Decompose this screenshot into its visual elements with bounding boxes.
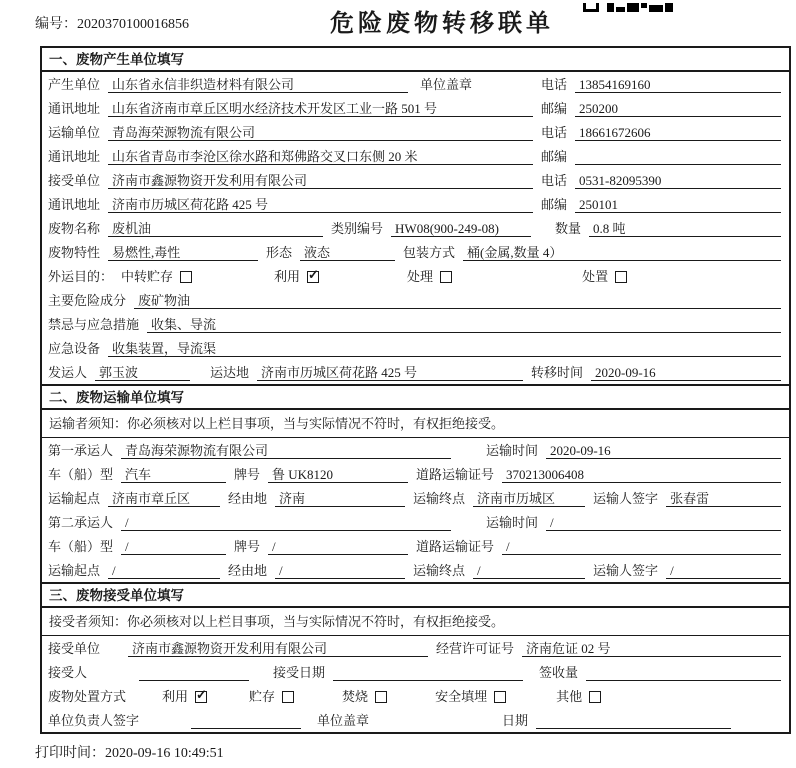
receive-zip-label: 邮编 [540,197,567,212]
disposal-method-label: 废物处置方式 [48,689,127,704]
producer-address-value: 山东省济南市章丘区明水经济技术开发区工业一路 501 号 [108,101,533,117]
transfer-purpose-row [42,264,789,288]
print-time [35,742,224,762]
receive-address-label: 通讯地址 [48,197,101,212]
receiver-notice: 接受者须知：你必须核对以上栏目事项，当与实际情况不符时，有权拒绝接受。 [42,608,789,636]
section-generator [42,48,789,384]
route1-row [42,486,789,510]
disposal-option-incinerate [342,689,387,705]
hazard-component-label: 主要危险成分 [48,293,127,308]
shipper-value: 郭玉波 [95,365,190,381]
disposal-landfill-checkbox [494,691,506,703]
carrier-sign2-label: 运输人签字 [593,563,659,578]
category-code-label: 类别编号 [331,221,384,236]
accept-person-row [42,660,789,684]
document-number-label: 编号： [35,17,77,32]
signed-amount-label: 签收量 [539,665,579,680]
date-value [536,713,731,729]
section-transporter [42,384,789,582]
accept-unit-value: 济南市鑫源物资开发利用有限公司 [128,641,428,657]
license-value: 济南危证 02 号 [522,641,781,657]
transporter-notice: 运输者须知：你必须核对以上栏目事项，当与实际情况不符时，有权拒绝接受。 [42,410,789,438]
origin2-value: / [108,563,220,579]
print-time-label: 打印时间： [35,746,105,761]
endpoint2-label: 运输终点 [413,563,466,578]
disposal-option-other [556,689,601,705]
transport-time2-label: 运输时间 [485,515,538,530]
waste-name-row [42,216,789,240]
form-value: 液态 [300,245,395,261]
via2-label: 经由地 [228,563,268,578]
endpoint1-value: 济南市历城区 [473,491,585,507]
purpose-option-treat [407,269,452,285]
road-permit1-value: 370213006408 [502,467,781,483]
origin1-label: 运输起点 [48,491,101,506]
producer-phone-value: 13854169160 [575,77,781,93]
manager-sign-row [42,708,789,732]
contraindication-row [42,312,789,336]
purpose-option-label: 中转贮存 [121,269,174,284]
accept-unit-row [42,636,789,660]
transport-time1-value: 2020-09-16 [546,443,781,459]
emergency-equipment-label: 应急设备 [48,341,101,356]
dispose-checkbox [615,271,627,283]
page-title: 危险废物转移联单 [330,11,554,37]
print-time-value: 2020-09-16 10:49:51 [105,746,224,761]
producer-unit-label: 产生单位 [48,77,101,92]
transport-address-value: 山东省青岛市李沧区徐水路和郑佛路交叉口东侧 20 米 [108,149,533,165]
unit-seal2-label: 单位盖章 [317,713,370,728]
via2-value: / [275,563,405,579]
first-carrier-value: 青岛海荣源物流有限公司 [121,443,451,459]
transport-time1-label: 运输时间 [485,443,538,458]
receive-unit-label: 接受单位 [48,173,101,188]
document-number-value: 2020370100016856 [77,17,189,32]
unit-seal-label: 单位盖章 [420,77,473,92]
producer-phone-label: 电话 [540,77,567,92]
transport-zip-value [575,149,781,165]
shipper-row [42,360,789,384]
road-permit1-label: 道路运输证号 [416,467,495,482]
transfer-storage-checkbox [180,271,192,283]
shipper-label: 发运人 [48,365,88,380]
accept-date-value [333,665,523,681]
plate2-label: 牌号 [234,539,261,554]
purpose-option-label: 处置 [582,269,609,284]
disposal-option-label: 利用 [162,689,189,704]
emergency-equipment-row [42,336,789,360]
utilize-checkbox [307,271,319,283]
second-carrier-label: 第二承运人 [48,515,114,530]
first-carrier-label: 第一承运人 [48,443,114,458]
receive-phone-value: 0531-82095390 [575,173,781,189]
transport-time2-value: / [546,515,781,531]
contraindication-value: 收集、导流 [147,317,781,333]
manager-sign-value [191,713,301,729]
destination-label: 运达地 [210,365,250,380]
disposal-storage-checkbox [282,691,294,703]
waste-traits-row [42,240,789,264]
via1-label: 经由地 [228,491,268,506]
hazard-component-row [42,288,789,312]
carrier-sign1-value: 张春雷 [666,491,781,507]
purpose-option-label: 利用 [274,269,301,284]
waste-name-value: 废机油 [108,221,323,237]
disposal-option-utilize [162,689,207,705]
vehicle-type2-value: / [121,539,226,555]
waste-name-label: 废物名称 [48,221,101,236]
packaging-value: 桶(金属,数量 4） [463,245,781,261]
category-code-value: HW08(900-249-08) [391,221,531,237]
disposal-other-checkbox [589,691,601,703]
date-label: 日期 [501,713,528,728]
route2-row [42,558,789,582]
second-carrier-value: / [121,515,451,531]
transport-address-row [42,144,789,168]
license-label: 经营许可证号 [436,641,515,656]
manager-sign-label: 单位负责人签字 [48,713,140,728]
transport-address-label: 通讯地址 [48,149,101,164]
quantity-label: 数量 [555,221,582,236]
road-permit2-label: 道路运输证号 [416,539,495,554]
contraindication-label: 禁忌与应急措施 [48,317,140,332]
producer-zip-value: 250200 [575,101,781,117]
producer-address-row [42,96,789,120]
first-carrier-row [42,438,789,462]
section-receiver-title: 三、废物接受单位填写 [42,584,789,608]
treat-checkbox [440,271,452,283]
waste-traits-label: 废物特性 [48,245,101,260]
plate1-value: 鲁 UK8120 [268,467,408,483]
producer-unit-value: 山东省永信非织造材料有限公司 [108,77,408,93]
vehicle-type1-label: 车（船）型 [48,467,114,482]
vehicle2-row [42,534,789,558]
form-label: 形态 [266,245,293,260]
vehicle1-row [42,462,789,486]
plate2-value: / [268,539,408,555]
receive-address-row [42,192,789,216]
disposal-option-label: 贮存 [249,689,276,704]
disposal-option-label: 其他 [556,689,583,704]
origin1-value: 济南市章丘区 [108,491,220,507]
disposal-option-label: 焚烧 [342,689,369,704]
transport-phone-value: 18661672606 [575,125,781,141]
vehicle-type1-value: 汽车 [121,467,226,483]
transport-phone-label: 电话 [540,125,567,140]
document-number [35,13,189,33]
section-transporter-title: 二、废物运输单位填写 [42,386,789,410]
disposal-utilize-checkbox [195,691,207,703]
carrier-sign2-value: / [666,563,781,579]
transport-unit-label: 运输单位 [48,125,101,140]
manifest-form-table [40,46,791,734]
emergency-equipment-value: 收集装置，导流渠 [108,341,781,357]
signed-amount-value [586,665,781,681]
disposal-incinerate-checkbox [375,691,387,703]
transport-zip-label: 邮编 [540,149,567,164]
receive-unit-value: 济南市鑫源物资开发利用有限公司 [108,173,533,189]
accept-person-value [139,665,249,681]
second-carrier-row [42,510,789,534]
purpose-option-dispose [582,269,627,285]
disposal-option-landfill [435,689,506,705]
receive-unit-row [42,168,789,192]
waste-traits-value: 易燃性,毒性 [108,245,258,261]
accept-date-label: 接受日期 [273,665,326,680]
transfer-time-label: 转移时间 [530,365,583,380]
destination-value: 济南市历城区荷花路 425 号 [257,365,523,381]
origin2-label: 运输起点 [48,563,101,578]
transport-unit-row [42,120,789,144]
endpoint2-value: / [473,563,585,579]
producer-unit-row [42,72,789,96]
transfer-time-value: 2020-09-16 [591,365,781,381]
plate1-label: 牌号 [234,467,261,482]
receive-zip-value: 250101 [575,197,781,213]
endpoint1-label: 运输终点 [413,491,466,506]
producer-zip-label: 邮编 [540,101,567,116]
producer-address-label: 通讯地址 [48,101,101,116]
packaging-label: 包装方式 [403,245,456,260]
hazard-component-value: 废矿物油 [134,293,781,309]
purpose-option-utilize [274,269,319,285]
disposal-option-label: 安全填埋 [435,689,488,704]
transfer-purpose-label: 外运目的： [48,269,114,284]
quantity-value: 0.8 吨 [589,221,781,237]
vehicle-type2-label: 车（船）型 [48,539,114,554]
section-generator-title: 一、废物产生单位填写 [42,48,789,72]
accept-person-label: 接受人 [48,665,88,680]
qr-code-fragment [583,0,673,18]
carrier-sign1-label: 运输人签字 [593,491,659,506]
disposal-method-row [42,684,789,708]
road-permit2-value: / [502,539,781,555]
receive-address-value: 济南市历城区荷花路 425 号 [108,197,533,213]
purpose-option-label: 处理 [407,269,434,284]
receive-phone-label: 电话 [540,173,567,188]
via1-value: 济南 [275,491,405,507]
purpose-option-transfer-storage [121,269,192,285]
disposal-option-storage [249,689,294,705]
section-receiver [42,582,789,732]
accept-unit-label: 接受单位 [48,641,101,656]
transport-unit-value: 青岛海荣源物流有限公司 [108,125,533,141]
